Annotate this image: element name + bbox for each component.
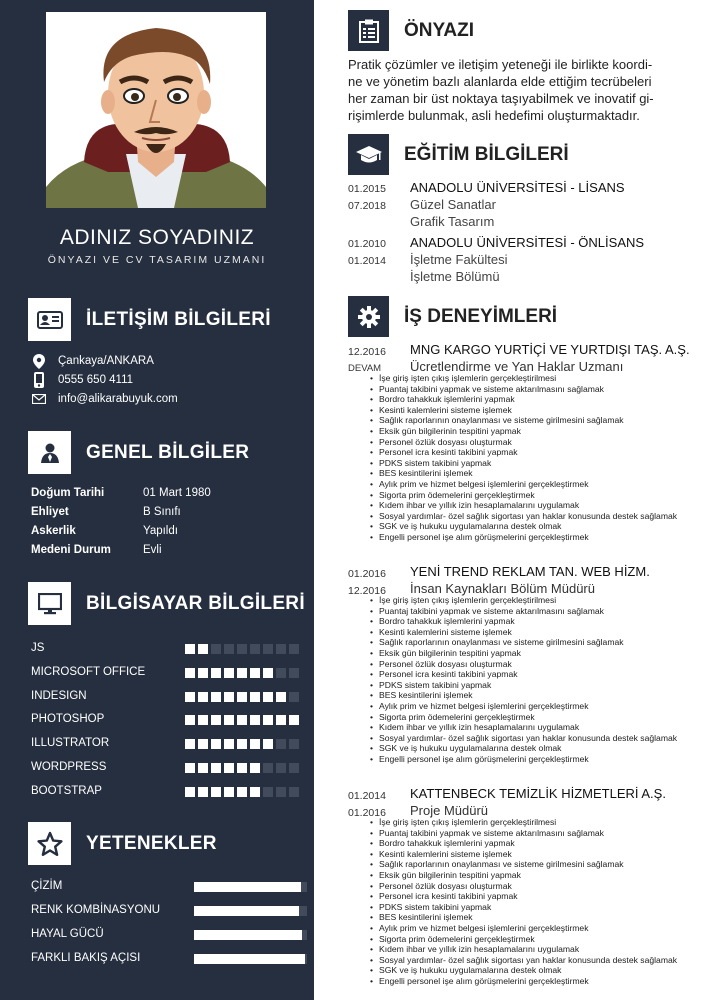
skill-level-block [198,739,208,749]
job-duty-item: • Engelli personel işe alım görüşmelerini gerçekleştirmek [370,754,677,765]
job-duty-item: • Engelli personel işe alım görüşmelerini gerçekleştirmek [370,976,677,987]
cover-section-header [348,10,698,52]
skill-row [31,642,301,656]
talent-row [31,904,311,918]
job-company: KATTENBECK TEMİZLİK HİZMETLERİ A.Ş. [410,786,666,801]
id-card-icon [28,298,71,341]
skill-level-block [185,668,195,678]
skill-level-block [276,763,286,773]
job-end-date: DEVAM [348,363,382,374]
skill-level-block [185,644,195,654]
location-text: Çankaya/ANKARA [58,355,154,367]
cover-heading: ÖNYAZI [404,20,475,41]
skill-level-block [224,715,234,725]
skill-level-bar [185,644,302,654]
skill-level-block [289,668,299,678]
skill-row [31,690,301,704]
job-duty-item: • Sosyal yardımlar- özel sağlık sigortası yan haklar konusunda destek sağlamak [370,733,677,744]
talent-level-fill [194,882,301,892]
computer-heading: BİLGİSAYAR BİLGİLERİ [86,593,305,614]
skill-level-block [250,692,260,702]
job-duty-list [370,373,677,543]
education-program: Grafik Tasarım [410,214,495,229]
skill-name: PHOTOSHOP [31,713,105,726]
skill-level-block [185,715,195,725]
talent-row [31,880,311,894]
skill-level-block [276,692,286,702]
talent-name: RENK KOMBİNASYONU [31,904,161,916]
contact-email [32,391,178,407]
contact-phone [32,372,133,388]
skill-level-block [185,692,195,702]
talent-level-track [194,906,307,916]
skill-level-block [250,763,260,773]
job-company: YENİ TREND REKLAM TAN. WEB HİZM. [410,564,650,579]
job-position: Ücretlendirme ve Yan Haklar Uzmanı [410,359,624,374]
job-duty-item: • SGK ve iş hukuku uygulamalarına destek olmak [370,521,677,532]
talents-heading: YETENEKLER [86,833,217,854]
education-start-date: 01.2010 [348,238,386,250]
skill-level-block [211,668,221,678]
job-duty-item: • Sigorta prim ödemelerini gerçekleştirmek [370,934,677,945]
skill-level-block [185,763,195,773]
avatar-illustration [46,12,266,208]
skill-level-block [263,644,273,654]
job-duty-item: • Aylık prim ve hizmet belgesi işlemlerini gerçekleştirmek [370,479,677,490]
skill-level-block [224,739,234,749]
job-duty-item: • Kıdem ihbar ve yıllık izin hesaplamalarını uygulamak [370,722,677,733]
skill-name: MICROSOFT OFFICE [31,665,146,678]
info-key: Medeni Durum [31,544,111,556]
job-duty-item: • İşe giriş işten çıkış işlemlerin gerçekleştirilmesi [370,817,677,828]
contact-location [32,353,154,369]
job-duty-item: • Sigorta prim ödemelerini gerçekleştirmek [370,490,677,501]
talent-level-track [194,930,307,940]
skill-level-block [185,787,195,797]
job-duty-item: • Sağlık raporlarının onaylanması ve sisteme girilmesini sağlamak [370,637,677,648]
skill-row [31,761,301,775]
job-duty-item: • Puantaj takibini yapmak ve sisteme aktarılmasını sağlamak [370,606,677,617]
skill-level-block [289,692,299,702]
skill-level-block [250,787,260,797]
job-end-date: 01.2016 [348,807,386,819]
job-duty-item: • İşe giriş işten çıkış işlemlerin gerçekleştirilmesi [370,373,677,384]
job-duty-item: • Eksik gün bilgilerinin tespitini yapmak [370,426,677,437]
education-heading: EĞİTİM BİLGİLERİ [404,144,569,165]
skill-level-block [237,692,247,702]
job-duty-item: • BES kesintilerini işlemek [370,468,677,479]
general-info-row [31,544,291,560]
person-title: ÖNYAZI VE CV TASARIM UZMANI [47,254,267,266]
job-duty-item: • Kesinti kalemlerini sisteme işlemek [370,405,677,416]
job-duty-item: • Sigorta prim ödemelerini gerçekleştirmek [370,712,677,723]
job-duty-item: • SGK ve iş hukuku uygulamalarına destek olmak [370,965,677,976]
job-duty-item: • BES kesintilerini işlemek [370,912,677,923]
info-value: 01 Mart 1980 [143,487,211,499]
skill-level-block [289,644,299,654]
person-name: ADINIZ SOYADINIZ [59,226,255,249]
info-value: Evli [143,544,162,556]
talent-level-track [194,882,307,892]
skill-level-block [289,739,299,749]
job-duty-list [370,595,677,765]
job-duty-item: • Kıdem ihbar ve yıllık izin hesaplamalarını uygulamak [370,944,677,955]
skill-level-bar [185,763,302,773]
skill-level-block [211,739,221,749]
education-start-date: 01.2015 [348,183,386,195]
info-key: Ehliyet [31,506,69,518]
skill-level-block [237,739,247,749]
skill-level-block [276,715,286,725]
skill-row [31,666,301,680]
info-key: Doğum Tarihi [31,487,105,499]
skill-level-block [211,644,221,654]
mail-icon [32,391,46,407]
skill-name: ILLUSTRATOR [31,737,110,750]
skill-level-block [224,763,234,773]
talent-level-fill [194,930,302,940]
skill-level-bar [185,739,302,749]
skill-level-block [276,644,286,654]
skill-level-block [198,763,208,773]
job-duty-item: • Kıdem ihbar ve yıllık izin hesaplamalarını uygulamak [370,500,677,511]
info-key: Askerlik [31,525,76,537]
skill-name: JS [31,642,45,654]
job-duty-item: • Sağlık raporlarının onaylanması ve sisteme girilmesini sağlamak [370,415,677,426]
skill-level-block [250,644,260,654]
job-duty-item: • Sosyal yardımlar- özel sağlık sigortası yan haklar konusunda destek sağlamak [370,955,677,966]
job-duty-item: • Kesinti kalemlerini sisteme işlemek [370,849,677,860]
talent-level-fill [194,954,305,964]
talent-row [31,928,311,942]
skill-level-block [237,715,247,725]
experience-heading: İŞ DENEYİMLERİ [404,306,558,327]
sidebar [0,0,314,1000]
skill-level-block [263,763,273,773]
job-duty-item: • Eksik gün bilgilerinin tespitini yapmak [370,648,677,659]
skill-name: INDESIGN [31,689,87,702]
skill-level-block [250,668,260,678]
skill-row [31,713,301,727]
job-duty-item: • İşe giriş işten çıkış işlemlerin gerçekleştirilmesi [370,595,677,606]
job-duty-item: • Personel özlük dosyası oluşturmak [370,881,677,892]
skill-level-block [237,668,247,678]
email-text[interactable]: info@alikarabuyuk.com [58,393,178,405]
job-duty-item: • Sağlık raporlarının onaylanması ve sisteme girilmesini sağlamak [370,859,677,870]
phone-icon [32,372,46,388]
skill-level-block [198,715,208,725]
star-icon [28,822,71,865]
gear-icon [348,296,389,337]
skill-level-block [211,787,221,797]
education-program: İşletme Bölümü [410,269,500,284]
skill-row [31,785,301,799]
job-duty-item: • Personel icra kesinti takibini yapmak [370,447,677,458]
job-start-date: 01.2014 [348,790,386,802]
skill-name: WORDPRESS [31,761,107,773]
job-duty-item: • Puantaj takibini yapmak ve sisteme aktarılmasını sağlamak [370,828,677,839]
person-icon [28,431,71,474]
skill-level-block [211,692,221,702]
job-duty-list [370,817,677,987]
skill-level-block [198,692,208,702]
skill-level-block [289,763,299,773]
job-company: MNG KARGO YURTİÇİ VE YURTDIŞI TAŞ. A.Ş. [410,342,690,357]
skill-name: BOOTSTRAP [31,784,102,797]
skill-level-block [224,668,234,678]
skill-level-block [224,787,234,797]
skill-level-block [250,715,260,725]
talent-name: ÇİZİM [31,880,63,892]
job-duty-item: • PDKS sistem takibini yapmak [370,902,677,913]
job-position: Proje Müdürü [410,803,489,818]
job-duty-item: • Bordro tahakkuk işlemlerini yapmak [370,616,677,627]
cover-letter-line: rişimlerde bulunmak, asli hedefimi oluşturmaktadır. [348,108,640,123]
job-end-date: 12.2016 [348,585,386,597]
skill-level-block [224,644,234,654]
clipboard-icon [348,10,389,51]
job-duty-item: • Bordro tahakkuk işlemlerini yapmak [370,838,677,849]
skill-level-block [211,763,221,773]
job-duty-item: • PDKS sistem takibini yapmak [370,680,677,691]
cover-letter-line: her zaman bir üst noktaya taşıyabilmek ve inovatif gi- [348,91,654,106]
skill-level-block [250,739,260,749]
job-duty-item: • Sosyal yardımlar- özel sağlık sigortası yan haklar konusunda destek sağlamak [370,511,677,522]
job-duty-item: • SGK ve iş hukuku uygulamalarına destek olmak [370,743,677,754]
education-program: İşletme Fakültesi [410,252,508,267]
cover-letter-text [348,56,688,124]
skill-level-block [211,715,221,725]
skill-level-block [289,715,299,725]
job-duty-item: • Aylık prim ve hizmet belgesi işlemlerini gerçekleştirmek [370,701,677,712]
job-duty-item: • Aylık prim ve hizmet belgesi işlemlerini gerçekleştirmek [370,923,677,934]
info-value: B Sınıfı [143,506,181,518]
skill-level-block [237,787,247,797]
skill-level-bar [185,787,302,797]
job-duty-item: • Puantaj takibini yapmak ve sisteme aktarılmasını sağlamak [370,384,677,395]
job-duty-item: • Personel icra kesinti takibini yapmak [370,669,677,680]
skill-level-block [224,692,234,702]
job-duty-item: • Personel icra kesinti takibini yapmak [370,891,677,902]
monitor-icon [28,582,71,625]
job-position: İnsan Kaynakları Bölüm Müdürü [410,581,595,596]
talents-section-header [28,822,298,866]
talent-name: HAYAL GÜCÜ [31,928,104,940]
skill-level-bar [185,715,302,725]
skill-row [31,737,301,751]
info-value: Yapıldı [143,525,178,537]
education-school: ANADOLU ÜNİVERSİTESİ - ÖNLİSANS [410,235,645,250]
contact-heading: İLETİŞİM BİLGİLERİ [86,309,271,330]
talent-level-track [194,954,307,964]
cover-letter-line: Pratik çözümler ve iletişim yeteneği ile birlikte koordi- [348,57,653,72]
education-program: Güzel Sanatlar [410,197,496,212]
skill-level-block [289,787,299,797]
graduation-cap-icon [348,134,389,175]
skill-level-bar [185,692,302,702]
job-duty-item: • BES kesintilerini işlemek [370,690,677,701]
education-section-header [348,134,698,176]
phone-text: 0555 650 4111 [58,374,134,386]
job-start-date: 01.2016 [348,568,386,580]
skill-level-block [263,692,273,702]
skill-level-block [237,763,247,773]
cover-letter-line: ne ve yönetim bazlı alanlarda elde ettiğim tecrübeleri [348,74,652,89]
general-heading: GENEL BİLGİLER [86,442,250,463]
job-duty-item: • PDKS sistem takibini yapmak [370,458,677,469]
skill-level-block [185,739,195,749]
skill-level-block [263,668,273,678]
skill-level-block [263,787,273,797]
education-end-date: 01.2014 [348,255,386,267]
skill-level-block [276,739,286,749]
skill-level-block [237,644,247,654]
contact-section-header [28,298,298,342]
job-duty-item: • Bordro tahakkuk işlemlerini yapmak [370,394,677,405]
talent-name: FARKLI BAKIŞ AÇISI [31,952,141,964]
job-duty-item: • Kesinti kalemlerini sisteme işlemek [370,627,677,638]
general-info-row [31,487,291,503]
general-section-header [28,431,298,475]
experience-section-header [348,296,698,338]
general-info-row [31,525,291,541]
job-duty-item: • Eksik gün bilgilerinin tespitini yapmak [370,870,677,881]
general-info-row [31,506,291,522]
education-end-date: 07.2018 [348,200,386,212]
skill-level-block [276,787,286,797]
skill-level-block [198,787,208,797]
skill-level-block [263,715,273,725]
education-school: ANADOLU ÜNİVERSİTESİ - LİSANS [410,180,625,195]
job-duty-item: • Personel özlük dosyası oluşturmak [370,437,677,448]
job-duty-item: • Personel özlük dosyası oluşturmak [370,659,677,670]
location-pin-icon [32,353,46,369]
talent-level-fill [194,906,299,916]
skill-level-block [276,668,286,678]
skill-level-block [263,739,273,749]
job-duty-item: • Engelli personel işe alım görüşmelerini gerçekleştirmek [370,532,677,543]
skill-level-block [198,668,208,678]
skill-level-bar [185,668,302,678]
talent-row [31,952,311,966]
job-start-date: 12.2016 [348,346,386,358]
computer-section-header [28,582,305,626]
skill-level-block [198,644,208,654]
profile-photo [46,12,266,208]
